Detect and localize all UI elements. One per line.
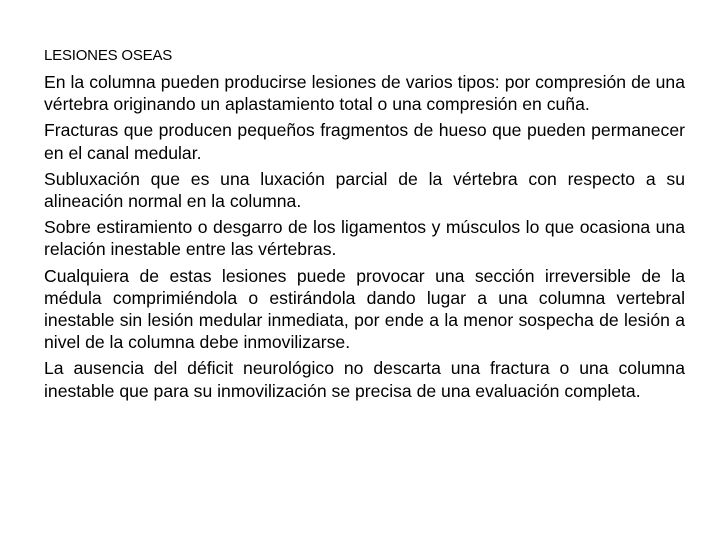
paragraph-subluxation: Subluxación que es una luxación parcial de la vértebra con respecto a su alineación normal en la columna. [44, 168, 685, 212]
paragraph-fractures: Fracturas que producen pequeños fragmentos de hueso que pueden permanecer en el canal medular. [44, 120, 685, 163]
slide-title: LESIONES OSEAS [44, 47, 173, 64]
slide-body [44, 71, 685, 406]
paragraph-compression: En la columna pueden producirse lesiones de varios tipos: por compresión de una vértebra originando un aplastamiento total o una compresión en cuña. [44, 72, 685, 115]
paragraph-neurological-deficit: La ausencia del déficit neurológico no descarta una fractura o una columna inestable que para su inmovilización se precisa de una evaluación completa. [44, 358, 685, 401]
paragraph-spinal-section: Cualquiera de estas lesiones puede provocar una sección irreversible de la médula comprimiéndola o estirándola dando lugar a una columna vertebral inestable sin lesión medular inmediata, por ende a la menor sospecha de lesión a nivel de la columna debe inmovilizarse. [44, 265, 685, 353]
paragraph-ligaments: Sobre estiramiento o desgarro de los ligamentos y músculos lo que ocasiona una relación inestable entre las vértebras. [44, 217, 685, 260]
